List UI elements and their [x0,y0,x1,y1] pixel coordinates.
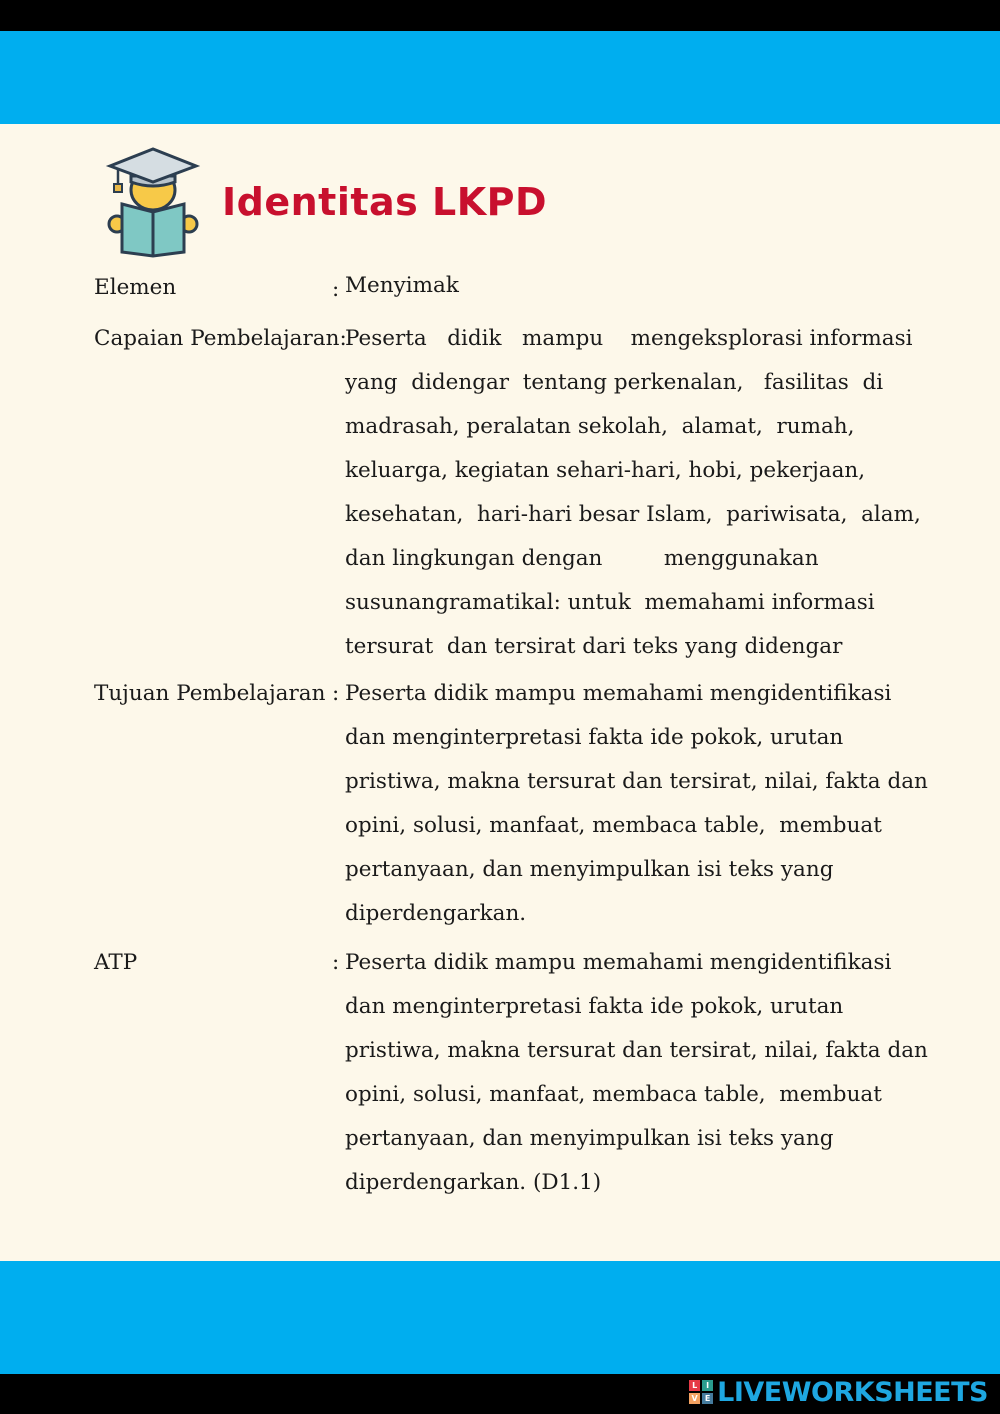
logo-letter-l: L [689,1380,700,1391]
value-line: opini, solusi, manfaat, membaca table, membuat [345,1082,882,1107]
logo-letter-v: V [689,1393,700,1404]
logo-letter-i: I [702,1380,713,1391]
liveworksheets-brand[interactable] [689,1376,988,1408]
value-line: dan lingkungan dengan menggunakan [345,546,819,571]
value-line: Peserta didik mampu memahami mengidentifikasi [345,950,892,975]
top-blue-band [0,31,1000,124]
value-line: Menyimak [345,273,459,298]
row-colon: : [332,681,340,706]
row-label: Elemen [94,275,177,300]
logo-letter-e: E [702,1393,713,1404]
value-line: tersurat dan tersirat dari teks yang didengar [345,634,843,659]
row-label: Tujuan Pembelajaran [94,681,326,706]
row-label: Capaian Pembelajaran: [94,326,347,351]
value-line: Peserta didik mampu memahami mengidentifikasi [345,681,892,706]
student-reading-icon [104,146,202,258]
row-label: ATP [94,950,138,975]
row-colon: : [332,277,340,302]
value-line: kesehatan, hari-hari besar Islam, pariwisata, alam, [345,502,921,527]
value-line: dan menginterpretasi fakta ide pokok, urutan [345,725,844,750]
liveworksheets-logo-icon [689,1380,713,1404]
value-line: pristiwa, makna tersurat dan tersirat, nilai, fakta dan [345,769,928,794]
value-line: diperdengarkan. [345,901,527,926]
value-line: pertanyaan, dan menyimpulkan isi teks yang [345,1126,834,1151]
value-line: yang didengar tentang perkenalan, fasilitas di [345,370,884,395]
value-line: pristiwa, makna tersurat dan tersirat, nilai, fakta dan [345,1038,928,1063]
value-line: keluarga, kegiatan sehari-hari, hobi, pekerjaan, [345,458,866,483]
value-line: opini, solusi, manfaat, membaca table, membuat [345,813,882,838]
row-colon: : [332,950,340,975]
value-line: madrasah, peralatan sekolah, alamat, rumah, [345,414,855,439]
row-value [345,317,921,669]
row-value [345,672,928,936]
page-title: Identitas LKPD [222,180,548,224]
row-value [345,941,928,1205]
value-line: diperdengarkan. (D1.1) [345,1170,602,1195]
bottom-blue-band [0,1261,1000,1374]
value-line: Peserta didik mampu mengeksplorasi informasi [345,326,913,351]
brand-name: LIVEWORKSHEETS [717,1376,988,1408]
value-line: dan menginterpretasi fakta ide pokok, urutan [345,994,844,1019]
row-value [345,264,900,308]
value-line: susunangramatikal: untuk memahami informasi [345,590,875,615]
top-black-bar [0,0,1000,31]
value-line: pertanyaan, dan menyimpulkan isi teks yang [345,857,834,882]
